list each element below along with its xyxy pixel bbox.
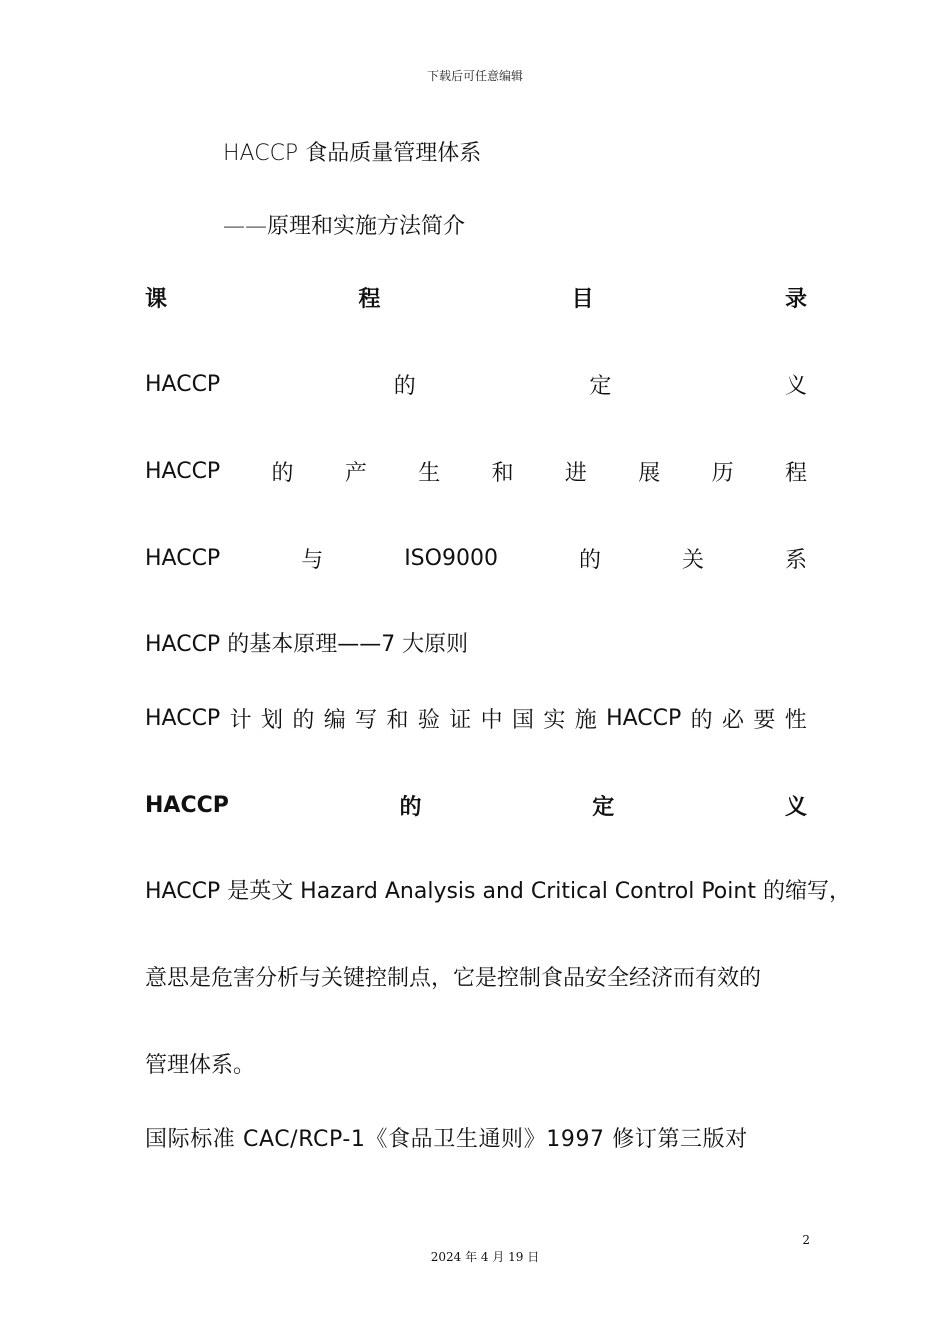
- toc-word: 必: [722, 707, 745, 733]
- toc-word: 证: [449, 707, 472, 733]
- toc-word: 划: [260, 707, 283, 733]
- toc-word: 和: [386, 707, 409, 733]
- toc-word: 的: [292, 707, 315, 733]
- toc-item-history: [145, 453, 807, 489]
- toc-word: 的: [690, 707, 713, 733]
- toc-item-definition: [145, 366, 807, 402]
- toc-word: 进: [564, 460, 587, 486]
- toc-heading: [145, 279, 807, 315]
- paragraph-line: 国际标准 CAC/RCP-1《食品卫生通则》1997 修订第三版对: [145, 1127, 748, 1152]
- toc-word: 验: [417, 707, 440, 733]
- section-heading-word: 的: [399, 794, 422, 820]
- toc-word: 施: [574, 707, 597, 733]
- toc-word: 系: [784, 547, 807, 573]
- toc-item-iso: [145, 540, 807, 576]
- toc-item-principles: HACCP 的基本原理——7 大原则: [145, 632, 469, 657]
- toc-word: 要: [753, 707, 776, 733]
- page-header: 下载后可任意编辑: [426, 69, 523, 83]
- section-heading: [145, 787, 807, 823]
- toc-word: 国: [511, 707, 534, 733]
- document-title: HACCP 食品质量管理体系: [223, 141, 482, 166]
- toc-word: 义: [784, 373, 807, 399]
- section-heading-word: 定: [592, 794, 615, 820]
- toc-word: HACCP: [606, 705, 682, 731]
- toc-word: HACCP: [145, 545, 221, 571]
- toc-heading-char: 目: [571, 286, 594, 312]
- toc-item-plan: [145, 700, 807, 736]
- toc-word: 的: [578, 547, 601, 573]
- toc-word: 性: [784, 707, 807, 733]
- toc-word: 展: [638, 460, 661, 486]
- toc-word: ISO9000: [404, 545, 498, 571]
- toc-word: 关: [681, 547, 704, 573]
- toc-word: 与: [301, 547, 324, 573]
- toc-word: 产: [344, 460, 367, 486]
- toc-word: 编: [323, 707, 346, 733]
- toc-word: 实: [543, 707, 566, 733]
- toc-word: 程: [784, 460, 807, 486]
- toc-word: 历: [711, 460, 734, 486]
- toc-word: 的: [271, 460, 294, 486]
- toc-word: HACCP: [145, 705, 221, 731]
- toc-word: 的: [393, 373, 416, 399]
- toc-heading-char: 程: [358, 286, 381, 312]
- toc-word: 计: [229, 707, 252, 733]
- toc-word: 生: [418, 460, 441, 486]
- paragraph-line: 意思是危害分析与关键控制点，它是控制食品安全经济而有效的: [145, 966, 762, 991]
- toc-word: HACCP: [145, 458, 221, 484]
- toc-word: HACCP: [145, 371, 221, 397]
- section-heading-word: HACCP: [145, 792, 229, 818]
- toc-word: 和: [491, 460, 514, 486]
- footer-date: 2024 年 4 月 19 日: [430, 1250, 540, 1264]
- toc-word: 写: [355, 707, 378, 733]
- document-subtitle: ——原理和实施方法简介: [223, 214, 466, 239]
- paragraph-line: 管理体系。: [145, 1053, 256, 1078]
- section-heading-word: 义: [784, 794, 807, 820]
- paragraph-line: HACCP 是英文 Hazard Analysis and Critical Control Point 的缩写，: [145, 879, 851, 904]
- toc-heading-char: 课: [145, 286, 168, 312]
- toc-heading-char: 录: [784, 286, 807, 312]
- page-number: 2: [802, 1233, 810, 1247]
- toc-word: 定: [589, 373, 612, 399]
- toc-word: 中: [480, 707, 503, 733]
